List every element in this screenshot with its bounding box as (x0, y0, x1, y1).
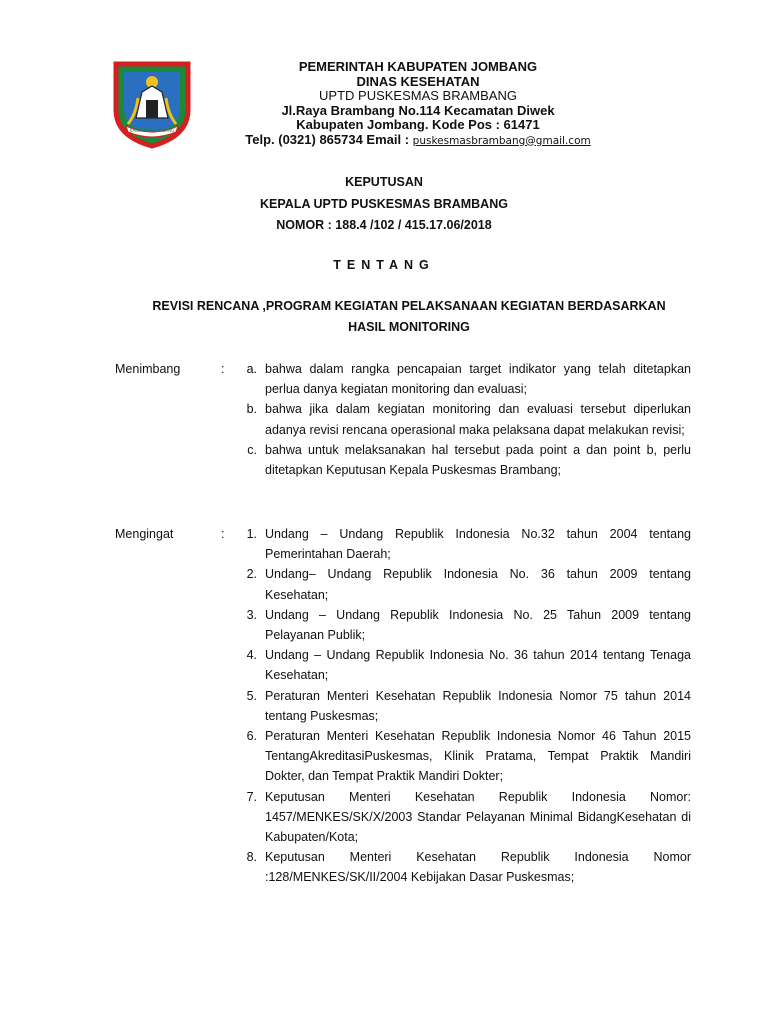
menimbang-colon: : (221, 362, 225, 376)
mengingat-colon: : (221, 527, 225, 541)
item-marker: 4. (246, 648, 257, 663)
item-text: bahwa jika dalam kegiatan monitoring dan evaluasi tersebut diperlukan adanya revisi rencana operasional maka pelaksana dapat melakukan revisi; (265, 402, 691, 437)
item-text: Undang– Undang Republik Indonesia No. 36 tahun 2009 tentang Kesehatan; (265, 567, 691, 602)
mengingat-item (115, 787, 691, 848)
mengingat-item (115, 847, 691, 887)
menimbang-item (115, 359, 691, 399)
decree-title: KEPUTUSAN (345, 175, 423, 189)
item-text: Peraturan Menteri Kesehatan Republik Indonesia Nomor 75 tahun 2014 tentang Puskesmas; (265, 688, 691, 723)
item-text: bahwa dalam rangka pencapaian target indikator yang telah ditetapkan perlua danya kegiatan monitoring dan evaluasi; (265, 362, 691, 397)
jombang-coat-of-arms-logo (106, 58, 198, 150)
letterhead-phone: Telp. (0321) 865734 Email : (245, 131, 413, 147)
letterhead-contact (208, 133, 628, 149)
letterhead-government: PEMERINTAH KABUPATEN JOMBANG (298, 59, 538, 74)
letterhead (208, 60, 628, 148)
menimbang-label: Menimbang (115, 362, 181, 376)
menimbang-item (115, 399, 691, 439)
letterhead-city-postcode: Kabupaten Jombang. Kode Pos : 61471 (296, 117, 540, 132)
item-marker: 7. (246, 789, 257, 804)
mengingat-label: Mengingat (115, 527, 174, 541)
item-marker: 5. (246, 688, 257, 703)
letterhead-address: Jl.Raya Brambang No.114 Kecamatan Diwek (281, 102, 555, 118)
decree-subject-line1: REVISI RENCANA ,PROGRAM KEGIATAN PELAKSANAAN KEGIATAN BERDASARKAN (152, 299, 666, 313)
item-text: Keputusan Menteri Kesehatan Republik Indonesia Nomor :128/MENKES/SK/II/2004 Kebijakan Dasar Puskesmas; (265, 850, 691, 885)
item-marker: b. (246, 402, 257, 417)
svg-text:KABUPATEN JOMBANG: KABUPATEN JOMBANG (129, 128, 175, 133)
item-marker: 1. (246, 527, 257, 541)
mengingat-item (115, 564, 691, 604)
decree-number: NOMOR : 188.4 /102 / 415.17.06/2018 (276, 218, 492, 232)
mengingat-item (115, 686, 691, 726)
item-text: Peraturan Menteri Kesehatan Republik Indonesia Nomor 46 Tahun 2015 TentangAkreditasiPuskesmas, Klinik Pratama, Tempat Praktik Mandiri Dokter, dan Tempat Praktik Mandiri Dokter; (265, 729, 691, 784)
mengingat-item (115, 524, 691, 564)
mengingat-item (115, 605, 691, 645)
item-marker: 8. (246, 850, 257, 865)
item-text: Undang – Undang Republik Indonesia No.32 tahun 2004 tentang Pemerintahan Daerah; (265, 527, 691, 562)
email-link[interactable]: puskesmasbrambang@gmail.com (412, 134, 591, 147)
menimbang-item (115, 440, 691, 480)
decree-subject (108, 296, 710, 338)
item-marker: c. (247, 442, 257, 457)
decree-subject-line2: HASIL MONITORING (348, 320, 470, 334)
item-text: Undang – Undang Republik Indonesia No. 36 tahun 2014 tentang Tenaga Kesehatan; (265, 648, 691, 683)
item-text: Undang – Undang Republik Indonesia No. 25 Tahun 2009 tentang Pelayanan Publik; (265, 607, 691, 643)
letterhead-agency: DINAS KESEHATAN (356, 73, 480, 89)
decree-issuer: KEPALA UPTD PUSKESMAS BRAMBANG (260, 197, 508, 211)
item-marker: 6. (246, 729, 257, 744)
item-marker: 2. (246, 567, 257, 582)
mengingat-item (115, 726, 691, 787)
mengingat-section (115, 524, 691, 888)
item-text: Keputusan Menteri Kesehatan Republik Indonesia Nomor: 1457/MENKES/SK/X/2003 Standar Pelayanan Minimal BidangKesehatan di Kabupaten/Kota; (265, 789, 691, 845)
item-marker: 3. (246, 607, 257, 622)
menimbang-section (115, 359, 691, 480)
item-text: bahwa untuk melaksanakan hal tersebut pada point a dan point b, perlu ditetapkan Keputusan Kepala Puskesmas Brambang; (265, 442, 691, 478)
letterhead-unit: UPTD PUSKESMAS BRAMBANG (319, 88, 517, 103)
decree-about-label: TENTANG (333, 258, 435, 272)
item-marker: a. (246, 362, 257, 376)
mengingat-item (115, 645, 691, 685)
